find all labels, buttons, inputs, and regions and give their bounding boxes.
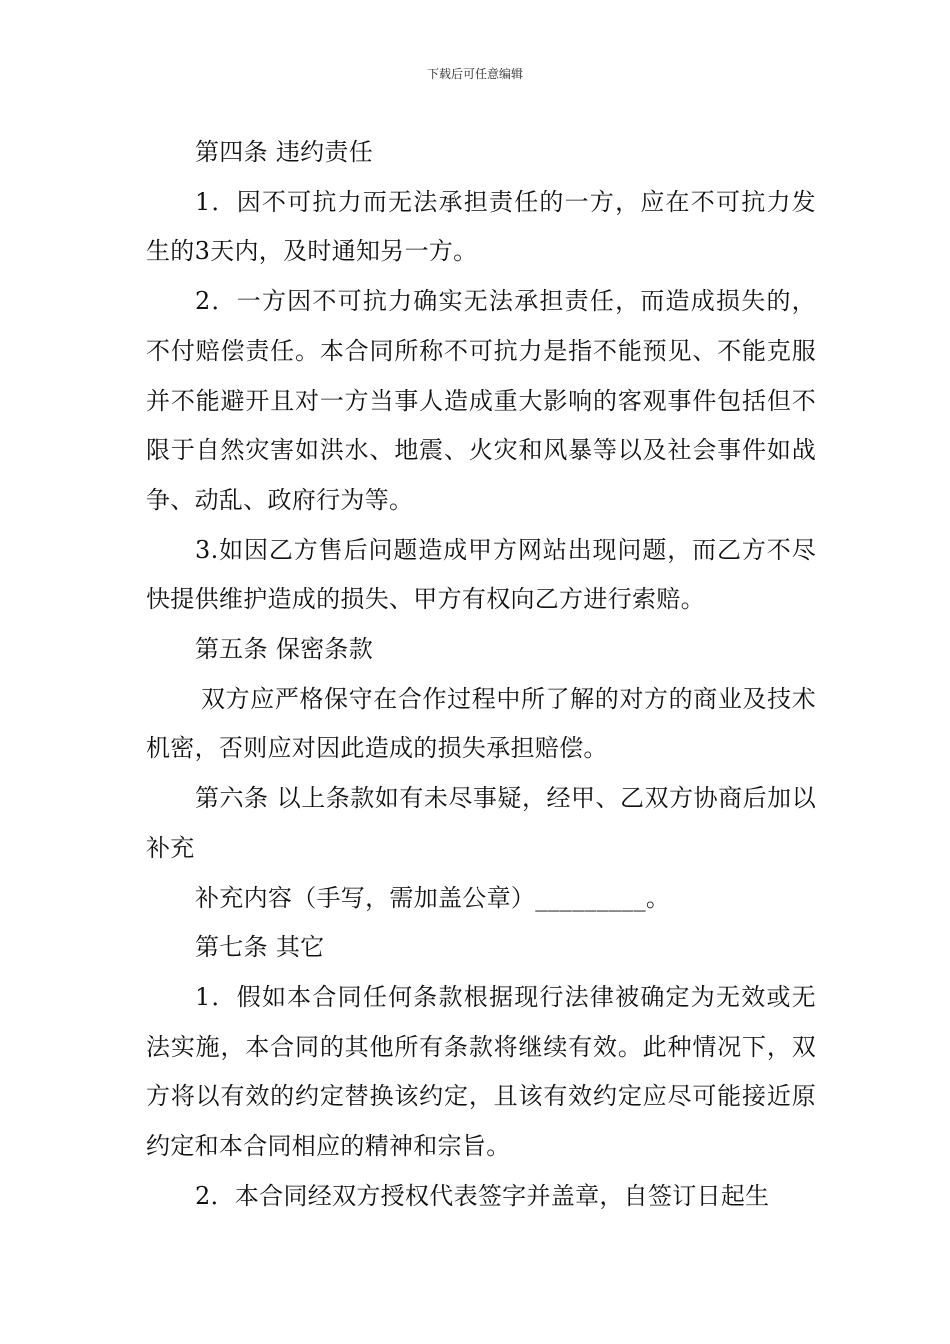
supplement-line: 补充内容（手写，需加盖公章）_________。 — [195, 883, 671, 912]
article-5-heading: 第五条 保密条款 — [195, 635, 374, 664]
article-5-body: 双方应严格保守在合作过程中所了解的对方的商业及技术机密，否则应对因此造成的损失承担赔偿。 — [146, 684, 816, 763]
article-4-clause-3: 3.如因乙方售后问题造成甲方网站出现问题，而乙方不尽快提供维护造成的损失、甲方有权向乙方进行索赔。 — [146, 535, 816, 614]
document-body — [146, 128, 816, 1221]
page-header-note: 下载后可任意编辑 — [426, 67, 523, 81]
article-7-heading: 第七条 其它 — [195, 933, 325, 962]
article-7-clause-2: 2．本合同经双方授权代表签字并盖章，自签订日起生 — [195, 1181, 770, 1210]
article-4-heading: 第四条 违约责任 — [195, 138, 374, 166]
article-4-clause-2: 2．一方因不可抗力确实无法承担责任，而造成损失的，不付赔偿责任。本合同所称不可抗力是指不能预见、不能克服并不能避开且对一方当事人造成重大影响的客观事件包括但不限于自然灾害如洪水、地震、火灾和风暴等以及社会事件如战争、动乱、政府行为等。 — [146, 287, 816, 514]
article-7-clause-1: 1．假如本合同任何条款根据现行法律被确定为无效或无法实施，本合同的其他所有条款将继续有效。此种情况下，双方将以有效的约定替换该约定，且该有效约定应尽可能接近原约定和本合同相应的精神和宗旨。 — [146, 982, 816, 1161]
article-4-clause-1: 1．因不可抗力而无法承担责任的一方，应在不可抗力发生的3天内，及时通知另一方。 — [146, 187, 816, 266]
article-6-heading: 第六条 以上条款如有未尽事疑，经甲、乙双方协商后加以补充 — [146, 784, 816, 862]
